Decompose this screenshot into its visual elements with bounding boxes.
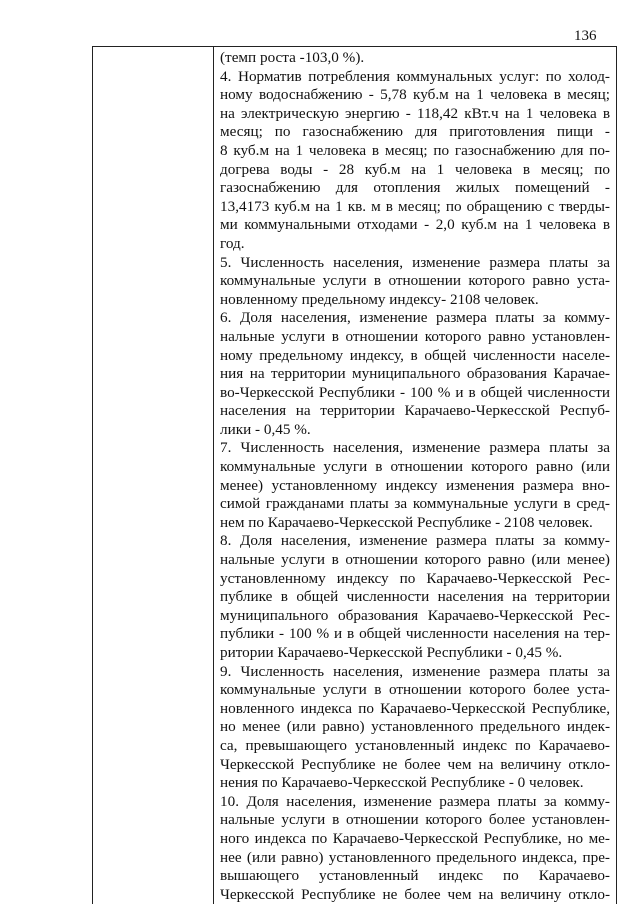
text-line: установленному индексу по Карачаево-Черкесской Рес- [220, 569, 610, 587]
text-line: год. [220, 234, 245, 252]
text-line: 10. Доля населения, изменение размера платы за комму- [220, 792, 610, 810]
text-line: менее) установленному индексу изменения размера вно- [220, 476, 610, 494]
text-line: во-Черкесской Республики - 100 % и в общей численности [220, 383, 610, 401]
text-line: 13,4173 куб.м на 1 кв. м в месяц; по обращению с тверды- [220, 197, 610, 215]
text-line: нальные услуги в отношении которого более установлен- [220, 811, 610, 829]
text-line: муниципального образования Карачаево-Черкесской Рес- [220, 606, 610, 624]
text-line: са, превышающего установленный индекс по Карачаево- [220, 736, 610, 754]
text-line: коммунальные услуги в отношении которого равно уста- [220, 272, 610, 290]
table-left-column [93, 47, 214, 904]
text-line: нения по Карачаево-Черкесской Республике - 0 человек. [220, 774, 584, 792]
text-line: на электрическую энергию - 118,42 кВт.ч на 1 человека в [220, 104, 610, 122]
text-line: 7. Численность населения, изменение размера платы за [220, 439, 610, 457]
text-line: ного индекса по Карачаево-Черкесской Республике, но ме- [220, 829, 610, 847]
text-line: коммунальные услуги в отношении которого равно (или [220, 458, 610, 476]
text-line: коммунальные услуги в отношении которого более уста- [220, 681, 610, 699]
text-line: нее (или равно) установленного предельного индекса, пре- [220, 848, 610, 866]
text-line: 8 куб.м на 1 человека в месяц; по газоснабжению для по- [220, 141, 610, 159]
text-line: ритории Карачаево-Черкесской Республики - 0,45 %. [220, 644, 563, 661]
text-line: догрева воды - 28 куб.м на 1 человека в месяц; по [220, 160, 610, 178]
text-line: но менее (или равно) установленного предельного индек- [220, 718, 610, 736]
text-line: 5. Численность населения, изменение размера платы за [220, 253, 610, 271]
text-line: 8. Доля населения, изменение размера платы за комму- [220, 532, 610, 550]
table-text-column [214, 47, 616, 904]
text-line: публике в общей численности населения на территории [220, 588, 610, 606]
text-line: ми коммунальными отходами - 2,0 куб.м на 1 человека в [220, 216, 610, 234]
text-line: нем по Карачаево-Черкесской Республике - 2108 человек. [220, 513, 593, 531]
text-line: месяц; по газоснабжению для приготовления пищи - [220, 123, 610, 141]
text-line: Черкесской Республике не более чем на величину откло- [220, 885, 610, 903]
text-line: ному водоснабжению - 5,78 куб.м на 1 человека в месяц; [220, 86, 610, 104]
text-line: ному предельному индексу, в общей численности населе- [220, 346, 610, 364]
document-table [92, 46, 617, 904]
text-line: (темп роста -103,0 %). [220, 49, 365, 66]
text-line: Черкесской Республике не более чем на величину откло- [220, 755, 610, 773]
text-line: газоснабжению для отопления жилых помещений - [220, 179, 610, 197]
text-line: 9. Численность населения, изменение размера платы за [220, 662, 610, 680]
text-line: 6. Доля населения, изменение размера платы за комму- [220, 309, 610, 327]
text-line: симой гражданами платы за коммунальные услуги в сред- [220, 495, 610, 513]
text-line: публики - 100 % и в общей численности населения на тер- [220, 625, 610, 643]
text-line: нальные услуги в отношении которого равно (или менее) [220, 551, 610, 569]
text-line: новленного индекса по Карачаево-Черкесской Республике, [220, 699, 610, 717]
text-line: новленному предельному индексу- 2108 человек. [220, 290, 539, 308]
text-line: нальные услуги в отношении которого равно установлен- [220, 327, 610, 345]
text-line: вышающего установленный индекс по Карачаево- [220, 867, 610, 885]
page-number: 136 [574, 28, 597, 44]
text-line: ния на территории муниципального образования Карачае- [220, 365, 610, 383]
text-line: населения на территории Карачаево-Черкесской Респуб- [220, 402, 610, 420]
text-line: лики - 0,45 %. [220, 420, 311, 438]
text-line: 4. Норматив потребления коммунальных услуг: по холод- [220, 67, 610, 85]
